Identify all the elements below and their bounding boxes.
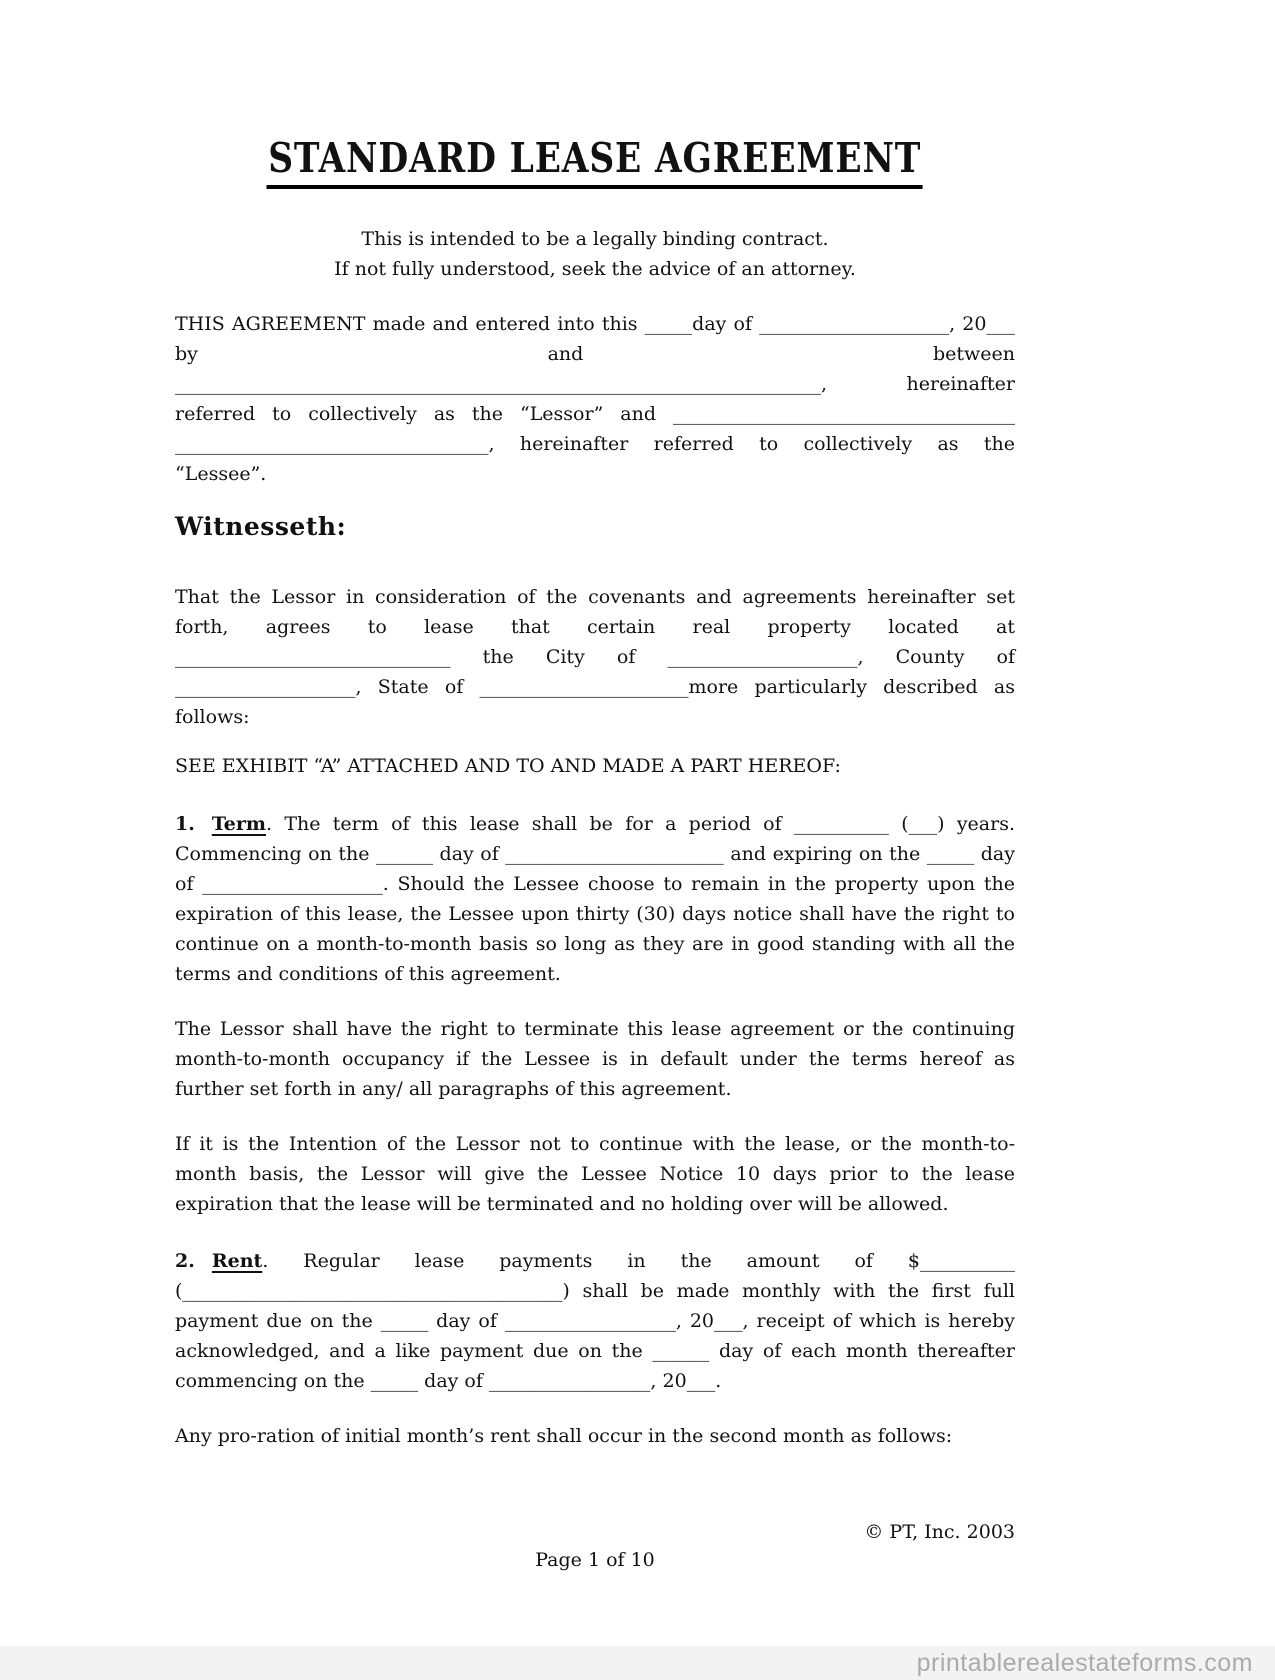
intro-line: ____________________________________________________________________, hereinafter (175, 373, 1015, 395)
intro-paragraph (175, 309, 1015, 489)
watermark-bar (0, 1646, 1275, 1680)
page-number: Page 1 of 10 (535, 1549, 655, 1571)
page-title: STANDARD LEASE AGREEMENT (267, 134, 923, 189)
section-body: . The term of this lease shall be for a period of __________ (___) years. Commencing on the ______ day of _______________________ and expiring on the _____ day of ___________________. Should the Lessee choose to remain in the property upon the expiration of this lease, the Lessee upon thirty (30) days notice shall have the right to continue on a month-to-month basis so long as they are in good standing with all the terms and conditions of this agreement. (175, 813, 1015, 985)
intro-line: “Lessee”. (175, 463, 267, 485)
section-number: 1. (175, 813, 195, 835)
page-content (175, 0, 1015, 1680)
intro-line: _________________________________, hereinafter referred to collectively as the (175, 433, 1015, 455)
proration-paragraph: Any pro-ration of initial month’s rent shall occur in the second month as follows: (175, 1425, 953, 1447)
copyright-notice: © PT, Inc. 2003 (864, 1521, 1015, 1543)
intro-line: THIS AGREEMENT made and entered into this _____day of ____________________, 20___ (175, 313, 1015, 335)
section-number: 2. (175, 1250, 195, 1272)
intro-line: by and between (175, 343, 1015, 365)
section-rent-paragraph (175, 1246, 1015, 1396)
consideration-paragraph: That the Lessor in consideration of the covenants and agreements hereinafter set forth, agrees to lease that certain real property located at _____________________________ the City of ____________________, County of ___________________, State of ______________________more particularly described as follows: (175, 586, 1015, 728)
section-title: Term (211, 813, 267, 835)
intro-line: referred to collectively as the “Lessor” and ____________________________________ (175, 403, 1015, 425)
section-body: . Regular lease payments in the amount of $__________ (________________________________________) shall be made monthly with the first full payment due on the _____ day of __________________, 20___, receipt of which is hereby acknowledged, and a like payment due on the ______ day of each month thereafter commencing on the _____ day of _________________, 20___. (175, 1250, 1015, 1392)
witnesseth-heading: Witnesseth: (175, 512, 347, 541)
intention-paragraph: If it is the Intention of the Lessor not to continue with the lease, or the month-to-month basis, the Lessor will give the Lessee Notice 10 days prior to the lease expiration that the lease will be terminated and no holding over will be allowed. (175, 1133, 1015, 1215)
subtitle-block (175, 224, 1015, 284)
subtitle-line-1: This is intended to be a legally binding contract. (361, 228, 829, 250)
section-title: Rent (211, 1250, 263, 1272)
section-term-paragraph (175, 809, 1015, 989)
watermark-text: printablerealestateforms.com (916, 1649, 1253, 1677)
terminate-paragraph: The Lessor shall have the right to terminate this lease agreement or the continuing month-to-month occupancy if the Lessee is in default under the terms hereof as further set forth in any/ all paragraphs of this agreement. (175, 1018, 1015, 1100)
exhibit-notice: SEE EXHIBIT “A” ATTACHED AND TO AND MADE A PART HEREOF: (175, 755, 841, 777)
title-block (175, 134, 1015, 189)
subtitle-line-2: If not fully understood, seek the advice of an attorney. (334, 258, 856, 280)
